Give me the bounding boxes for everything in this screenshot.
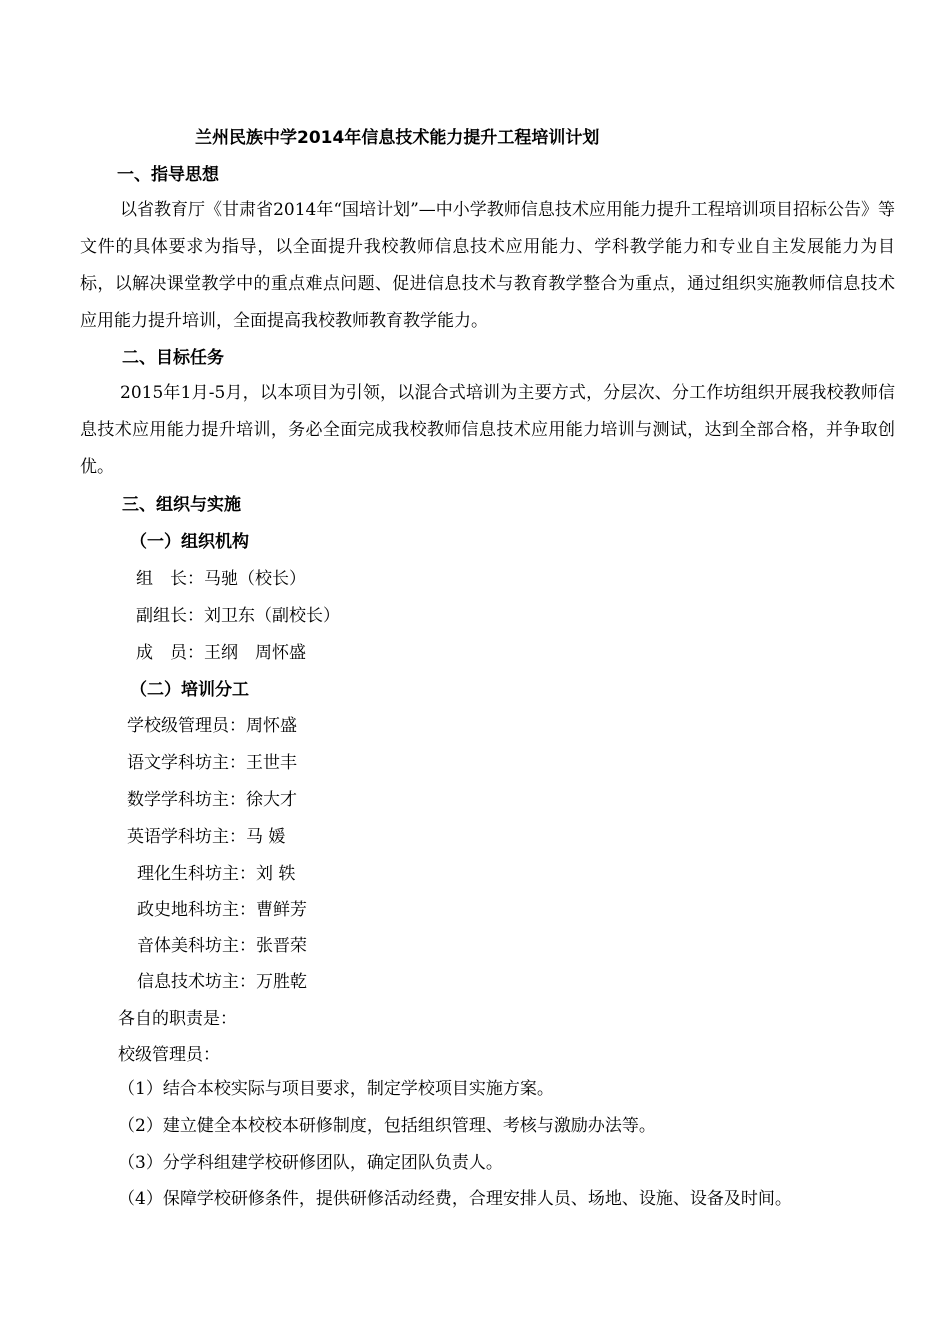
admin-duty-item: （1）结合本校实际与项目要求，制定学校项目实施方案。 [118,1079,554,1099]
role-humanities-lead: 政史地科坊主：曹鲜芳 [137,900,307,920]
role-school-admin: 学校级管理员：周怀盛 [127,716,297,736]
org-member-deputy: 副组长：刘卫东（副校长） [136,606,340,626]
section-heading-organization: 三、组织与实施 [122,495,241,515]
role-english-lead: 英语学科坊主：马 媛 [127,827,286,847]
org-member-members: 成 员：王纲 周怀盛 [136,643,306,663]
role-arts-lead: 音体美科坊主：张晋荣 [137,936,307,956]
role-math-lead: 数学学科坊主：徐大才 [127,790,297,810]
role-it-lead: 信息技术坊主：万胜乾 [137,972,307,992]
section-heading-guiding-thought: 一、指导思想 [117,165,219,185]
admin-duty-item: （4）保障学校研修条件，提供研修活动经费，合理安排人员、场地、设施、设备及时间。 [118,1189,792,1209]
paragraph-guiding-thought: 以省教育厅《甘肃省2014年“国培计划”—中小学教师信息技术应用能力提升工程培训项目招标公告》等文件的具体要求为指导，以全面提升我校教师信息技术应用能力、学科教学能力和专业自主发展能力为目标，以解决课堂教学中的重点难点问题、促进信息技术与教育教学整合为重点，通过组织实施教师信息技术应用能力提升培训，全面提高我校教师教育教学能力。 [80,200,895,331]
org-member-leader: 组 长：马驰（校长） [136,569,306,589]
role-science-lead: 理化生科坊主：刘 轶 [137,864,296,884]
subsection-heading-org-structure: （一）组织机构 [130,532,249,552]
admin-duties-label: 校级管理员： [118,1045,220,1065]
subsection-heading-division: （二）培训分工 [130,680,249,700]
paragraph-goals: 2015年1月-5月，以本项目为引领，以混合式培训为主要方式，分层次、分工作坊组织开展我校教师信息技术应用能力提升培训，务必全面完成我校教师信息技术应用能力培训与测试，达到全部合格，并争取创优。 [80,383,895,477]
admin-duty-item: （2）建立健全本校校本研修制度，包括组织管理、考核与激励办法等。 [118,1116,656,1136]
document-title: 兰州民族中学2014年信息技术能力提升工程培训计划 [195,128,600,148]
duties-intro: 各自的职责是： [118,1009,237,1029]
role-chinese-lead: 语文学科坊主：王世丰 [127,753,297,773]
admin-duty-item: （3）分学科组建学校研修团队，确定团队负责人。 [118,1153,503,1173]
section-heading-goals: 二、目标任务 [122,348,224,368]
